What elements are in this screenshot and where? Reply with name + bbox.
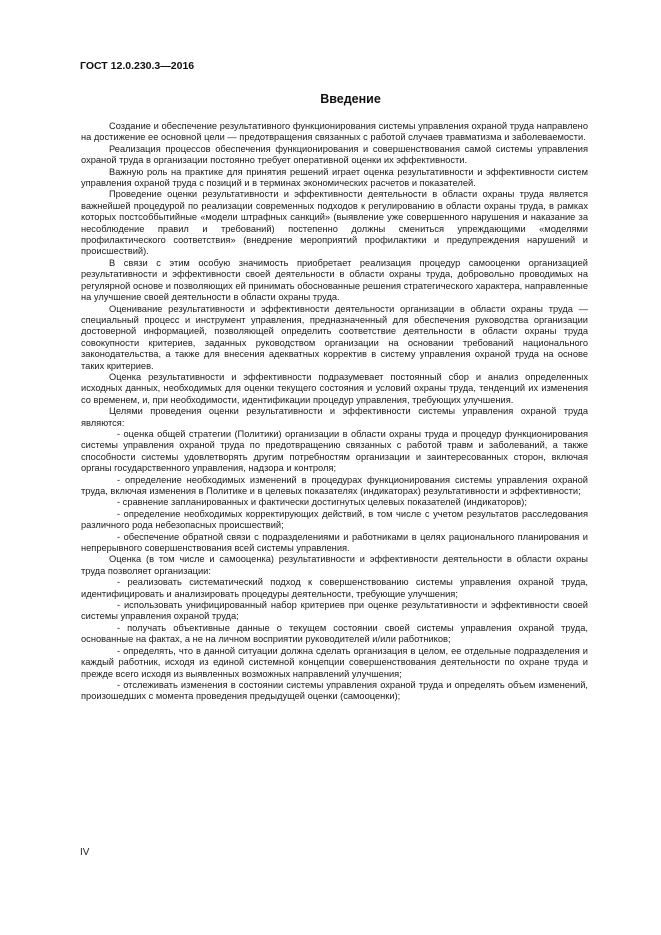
- paragraph: Проведение оценки результативности и эффективности деятельности в области охраны труда является важнейшей процедурой по реализации современных подходов к регулированию в области охраны труда, в рамках которых постсоббытийные «модели штрафных санкций» (выявление уже совершенного нарушения и наказание за несоблюдение правил и требований) постепенно должны смениться упреждающими «моделями профилактического соответствия» (внедрение мероприятий профилактики и предупреждения нарушений и происшествий).: [81, 189, 588, 257]
- paragraph: Реализация процессов обеспечения функционирования и совершенствования самой системы управления охраной труда в организации постоянно требует оперативной оценки их эффективности.: [81, 143, 588, 166]
- page-number: IV: [80, 847, 90, 858]
- list-item: - использовать унифицированный набор критериев при оценке результативности и эффективности своей системы управления охраной труда;: [81, 600, 588, 622]
- section-title-wrap: [0, 92, 661, 106]
- paragraph: В связи с этим особую значимость приобретает реализация процедур самооценки организацией результативности и эффективности своей деятельности в области охраны труда, добровольно проводимых на регулярной основе и позволяющих ей принимать обоснованные решения стратегического характера, направленные на улучшение своей деятельности в области охраны труда.: [81, 257, 588, 303]
- list-item: - оценка общей стратегии (Политики) организации в области охраны труда и процедур функционирования системы управления охраной труда по предотвращению связанных с работой травм и заболеваний, а также способности системы удовлетворять другим потребностям организации и заинтересованных сторон, включая органы государственного управления, надзора и контроля;: [81, 428, 588, 474]
- paragraph: Создание и обеспечение результативного функционирования системы управления охраной труда направлено на достижение ее основной цели — предотвращения связанных с работой случаев травматизма и заболеваемости.: [81, 121, 588, 143]
- section-title: Введение: [320, 92, 381, 106]
- list-item: - обеспечение обратной связи с подразделениями и работниками в целях рационального планирования и непрерывного совершенствования всей системы управления.: [81, 531, 588, 554]
- list-item: - реализовать систематический подход к совершенствованию системы управления охраной труда, идентифицировать и анализировать процедуры деятельности, требующие улучшения;: [81, 577, 588, 599]
- paragraph: Оценка (в том числе и самооценка) результативности и эффективности деятельности в области охраны труда позволяет организации:: [81, 554, 588, 576]
- paragraph: Важную роль на практике для принятия решений играет оценка результативности и эффективности систем управления охраной труда с позиций и в терминах экономических расчетов и показателей.: [81, 166, 588, 189]
- paragraph: Целями проведения оценки результативности и эффективности системы управления охраной труда являются:: [81, 406, 588, 428]
- list-item: - сравнение запланированных и фактически достигнутых целевых показателей (индикаторов);: [117, 497, 527, 508]
- standard-header: ГОСТ 12.0.230.3—2016: [80, 60, 195, 72]
- list-item: - определение необходимых изменений в процедурах функционирования системы управления охраной труда, включая изменения в Политике и в целевых показателях (индикаторах) результативности и эффективности;: [81, 474, 588, 496]
- list-item: - определение необходимых корректирующих действий, в том числе с учетом результатов расследования различного рода небезопасных происшествий;: [81, 508, 588, 531]
- list-item: - получать объективные данные о текущем состоянии своей системы управления охраной труда, основанные на фактах, а не на личном восприятии руководителей и/или работников;: [81, 622, 588, 645]
- list-item: - определять, что в данной ситуации должна сделать организация в целом, ее отдельные подразделения и каждый работник, исходя из единой системной концепции совершенствования деятельности по охране труда и прежде всего исходя из выявленных возможных направлений улучшения;: [81, 645, 588, 679]
- paragraph: Оценивание результативности и эффективности деятельности организации в области охраны труда — специальный процесс и инструмент управления, предназначенный для обеспечения руководства организации достоверной информацией, позволяющей определить соответствие деятельности в области охраны труда совокупности критериев, заданных руководством организации на основании требований национального законодательства, а также для внесения адекватных корректив в систему управления охраной труда на основе таких критериев.: [81, 303, 588, 371]
- list-item: - отслеживать изменения в состоянии системы управления охраной труда и определять объем изменений, произошедших с момента проведения предыдущей оценки (самооценки);: [81, 679, 588, 702]
- document-body: [81, 121, 588, 703]
- paragraph: Оценка результативности и эффективности подразумевает постоянный сбор и анализ определенных исходных данных, необходимых для оценки текущего состояния и условий охраны труда, тенденций их изменения со временем, и, при необходимости, идентификации процедур управления, требующих улучшения.: [81, 371, 588, 405]
